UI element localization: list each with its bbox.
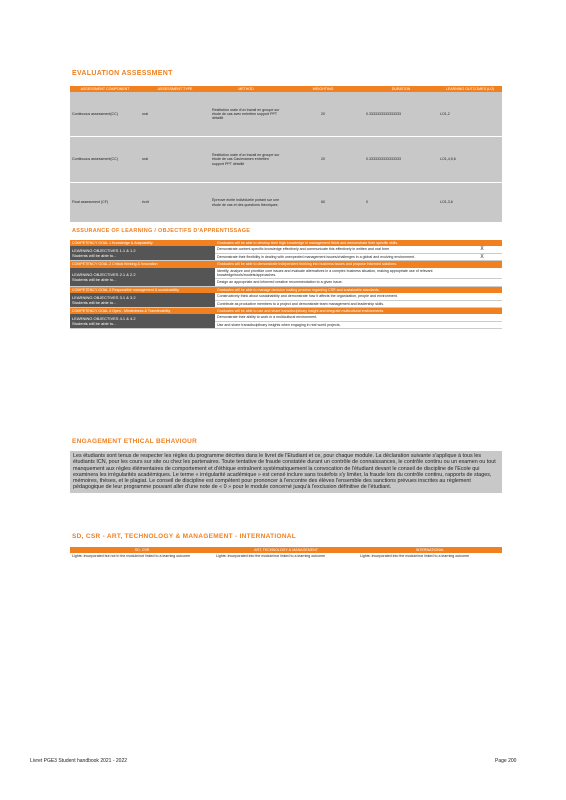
engagement-title: ENGAGEMENT ETHICAL BEHAVIOUR xyxy=(72,438,198,445)
evaluation-row xyxy=(70,182,502,222)
competency-goal-desc: Graduates will be able to use and share transdisciplinary insight and integrate multicultural environments. xyxy=(215,308,502,315)
eval-lo: LO1,4,5,6 xyxy=(438,136,502,182)
competency-goal-desc: Graduates will be able to manage decision making process regarding CSR and sustainable standards. xyxy=(215,286,502,293)
lo-item: Demonstrate their flexibility in dealing with unexpected management issues/challenges in a global and evolving environment. xyxy=(215,253,462,260)
evaluation-title: EVALUATION ASSESSMENT xyxy=(72,70,173,77)
sdcsr-cell: Lights: incorporated into the module/not linked to a learning outcome xyxy=(216,554,326,559)
learning-objectives-label xyxy=(70,314,215,328)
eval-component: Continuous assessment(CC) xyxy=(70,92,140,136)
eval-duration: 0 xyxy=(364,182,438,222)
header-international: INTERNATIONAL xyxy=(358,547,502,553)
competency-goal: COMPETENCY GOAL 3 Responsible management & sustainability xyxy=(70,286,215,293)
competency-goal: COMPETENCY GOAL 4 Open - Mindedness & Transferability xyxy=(70,308,215,315)
eval-component: Final assessment (CF) xyxy=(70,182,140,222)
lo-mark xyxy=(462,279,502,286)
competency-goal-row xyxy=(70,308,502,315)
lo-row xyxy=(70,293,502,300)
lo-title: LEARNING OBJECTIVES 1.1 & 1.2 xyxy=(72,248,136,254)
lo-title: LEARNING OBJECTIVES 2.1 & 2.2 xyxy=(72,271,136,277)
evaluation-table xyxy=(70,86,502,222)
eval-component: Continuous assessment(CC) xyxy=(70,136,140,182)
eval-weighting: 20 xyxy=(282,92,364,136)
eval-type: écrit xyxy=(140,182,210,222)
sdcsr-cell: Lights: incorporated into the module/not linked to a learning outcome xyxy=(360,554,470,559)
assurance-title: ASSURANCE OF LEARNING / OBJECTIFS D'APPRENTISSAGE xyxy=(72,228,251,234)
competency-goal: COMPETENCY GOAL 2 Critical thinking & Innovation xyxy=(70,261,215,268)
sdcsr-row xyxy=(70,553,502,559)
header-weighting: WEIGHTING xyxy=(282,86,364,92)
eval-type: oral xyxy=(140,136,210,182)
lo-subtitle: Students will be able to... xyxy=(72,300,117,306)
eval-type: oral xyxy=(140,92,210,136)
header-assessment-type: ASSESSMENT TYPE xyxy=(140,86,210,92)
lo-item: Design an appropriate and informed creative recommendation to a given issue. xyxy=(215,279,462,286)
competency-goal-desc: Graduates will be able to demonstrate independent thinking into business issues and propose informed solutions. xyxy=(215,261,502,268)
lo-mark xyxy=(462,300,502,307)
eval-duration: 0.3333333333333333 xyxy=(364,136,438,182)
header-method: METHOD xyxy=(210,86,282,92)
lo-subtitle: Students will be able to... xyxy=(72,276,117,282)
header-learning-outcomes: LEARNING OUTCOMES (LO) xyxy=(438,86,502,92)
competency-goal-row xyxy=(70,261,502,268)
lo-item: Use and share transdisciplinary insights when engaging in real world projects. xyxy=(215,321,462,328)
footer-page: Page 200 xyxy=(495,758,517,764)
lo-title: LEARNING OBJECTIVES 4.1 & 4.2 xyxy=(72,316,136,322)
lo-item: Constructively think about sustainability and demonstrate how it affects the organization, people and environment. xyxy=(215,293,462,300)
eval-method: Épreuve écrite individuelle portant sur une étude de cas et des questions théoriques xyxy=(210,182,282,222)
eval-lo: LO1,2 xyxy=(438,92,502,136)
eval-duration: 0.3333333333333333 xyxy=(364,92,438,136)
lo-row xyxy=(70,314,502,321)
lo-mark xyxy=(462,321,502,328)
learning-objectives-label xyxy=(70,268,215,287)
learning-objectives-label xyxy=(70,246,215,260)
eval-lo: LO1,3,6 xyxy=(438,182,502,222)
lo-row xyxy=(70,246,502,253)
lo-item: Demonstrate their ability to work in a multicultural environment. xyxy=(215,314,462,321)
eval-weighting: 20 xyxy=(282,136,364,182)
assurance-table xyxy=(70,240,502,329)
evaluation-row xyxy=(70,92,502,136)
competency-goal-row xyxy=(70,286,502,293)
lo-subtitle: Students will be able to... xyxy=(72,321,117,327)
eval-weighting: 60 xyxy=(282,182,364,222)
lo-item: Identify, analyze and prioritize core issues and evaluate alternatives in a complex business situation, making appropriate use of relevant knowledge/tools/models/approaches. xyxy=(215,268,462,279)
lo-mark: X xyxy=(462,246,502,253)
lo-mark xyxy=(462,314,502,321)
lo-row xyxy=(70,268,502,279)
learning-objectives-label xyxy=(70,293,215,307)
engagement-text: Les étudiants sont tenus de respecter les règles du programme décrites dans le livret de l'Etudiant et ce, pour chaque module. La déclaration suivante s'applique à tous les étudiants ICN, pour les cours sur site ou chez les partenaires. Toute tentative de fraude constatée durant un contrôle de connaissances, le contrôle continu ou un examen ou tout manquement aux règles élémentaires de comportement et d'éthique entraînent systématiquement la convocation de l'étudiant devant le conseil de discipline de l'Ecole qui examinera les irrégularités académiques. Le terme « irrégularité académique » est censé inclure sans toutefois s'y limiter, la fraude lors du contrôle continu, rapports de stages, mémoires, thèses, et le plagiat. Le conseil de discipline est compétent pour prononcer à l'encontre des élèves l'ensemble des sanctions prévues inscrites au règlement pédagogique de leur programme pouvant aller d'une note de « 0 » pour le module concerné jusqu'à l'exclusion définitive de l'étudiant. xyxy=(70,451,502,493)
lo-title: LEARNING OBJECTIVES 3.1 & 3.2 xyxy=(72,295,136,301)
lo-mark xyxy=(462,293,502,300)
competency-goal-desc: Graduates will be able to develop their high knowledge in management fields and demonstrate their specific skills. xyxy=(215,240,502,246)
header-duration: DURATION xyxy=(364,86,438,92)
competency-goal: COMPETENCY GOAL 1 Knowledge & Adaptability xyxy=(70,240,215,246)
sdcsr-cell: Lights: incorporated but not in the module/not linked to a learning outcome xyxy=(72,554,191,559)
sdcsr-title: SD, CSR - ART, TECHNOLOGY & MANAGEMENT - INTERNATIONAL xyxy=(72,533,297,540)
lo-item: Demonstrate content-specific knowledge effectively and communicate this effectively in written and oral form xyxy=(215,246,462,253)
lo-mark: X xyxy=(462,253,502,260)
lo-subtitle: Students will be able to... xyxy=(72,253,117,259)
lo-mark xyxy=(462,268,502,279)
evaluation-row xyxy=(70,136,502,182)
header-sd-csr: SD, CSR xyxy=(70,547,214,553)
eval-method: Restitution orale d'un travail en groupe sur étude de cas avec entretien support PPT détaillé xyxy=(210,92,282,136)
lo-item: Contribute as productive members to a project and demonstrate team management and leadership skills. xyxy=(215,300,462,307)
sdcsr-table xyxy=(70,547,502,560)
header-art-technology: ART, TECHNOLOGY & MANAGEMENT xyxy=(214,547,358,553)
footer-left: Livret PGE3 Student handbook 2021 - 2022 xyxy=(30,758,128,764)
eval-method: Restitution orale d'un travail en groupe sur étude de cas Cas/examen entretien support PPT détaillé xyxy=(210,136,282,182)
header-assessment-component: ASSESSMENT COMPONENT xyxy=(70,86,140,92)
